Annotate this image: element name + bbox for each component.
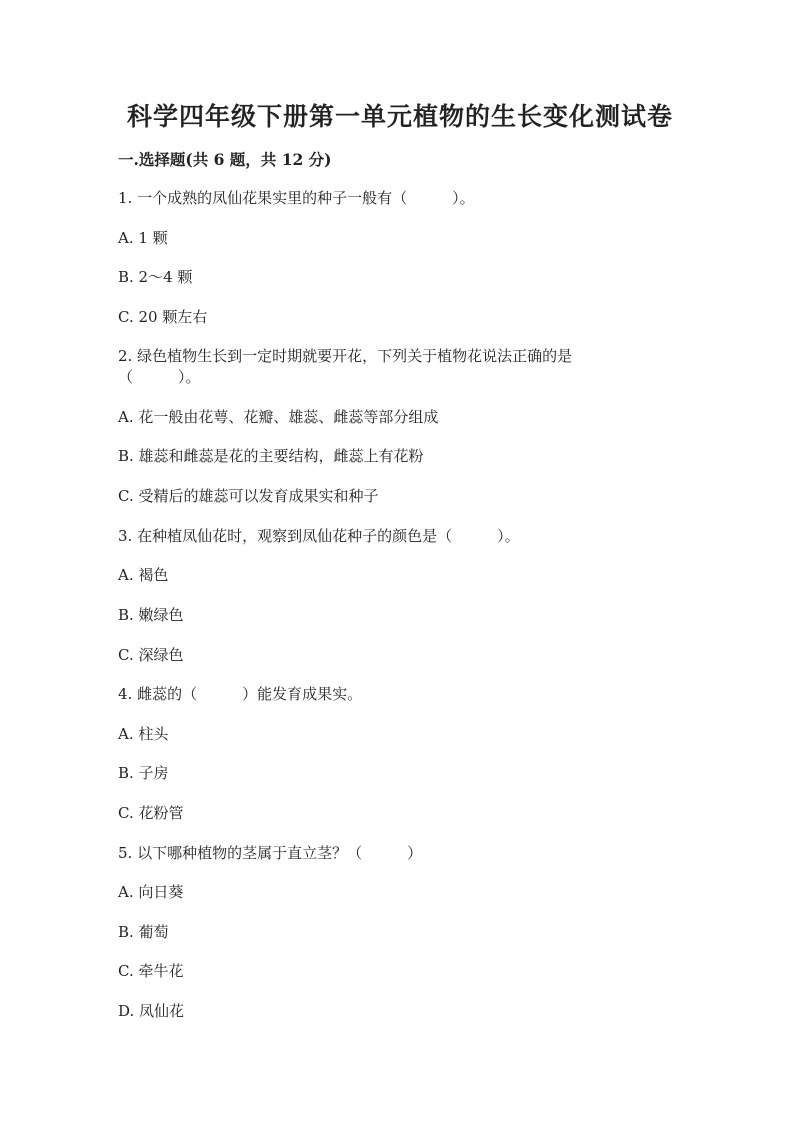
section-heading: 一.选择题(共 6 题，共 12 分) (118, 150, 332, 169)
question-2-stem-line-2: （ ）。 (118, 368, 201, 386)
question-1-option-c: C. 20 颗左右 (118, 308, 208, 326)
question-1-option-a: A. 1 颗 (118, 229, 168, 247)
question-4-option-c: C. 花粉管 (118, 804, 184, 822)
question-1-stem: 1. 一个成熟的凤仙花果实里的种子一般有（ ）。 (118, 189, 475, 207)
question-3-option-c: C. 深绿色 (118, 646, 184, 664)
question-5-option-d: D. 凤仙花 (118, 1002, 185, 1020)
question-3-stem: 3. 在种植凤仙花时，观察到凤仙花种子的颜色是（ ）。 (118, 527, 520, 545)
question-3-option-a: A. 褐色 (118, 566, 169, 584)
question-4-option-a: A. 柱头 (118, 725, 169, 743)
question-5-stem: 5. 以下哪种植物的茎属于直立茎？（ ） (118, 844, 423, 862)
question-4-stem: 4. 雌蕊的（ ）能发育成果实。 (118, 685, 363, 703)
question-4-option-b: B. 子房 (118, 764, 169, 782)
question-3-option-b: B. 嫩绿色 (118, 606, 184, 624)
question-5-option-b: B. 葡萄 (118, 923, 169, 941)
question-2-option-b: B. 雄蕊和雌蕊是花的主要结构，雌蕊上有花粉 (118, 447, 424, 465)
question-2-stem-line-1: 2. 绿色植物生长到一定时期就要开花，下列关于植物花说法正确的是 (118, 347, 573, 365)
question-2-option-c: C. 受精后的雄蕊可以发育成果实和种子 (118, 487, 379, 505)
question-5-option-a: A. 向日葵 (118, 883, 184, 901)
question-1-option-b: B. 2～4 颗 (118, 268, 193, 286)
question-2-option-a: A. 花一般由花萼、花瓣、雄蕊、雌蕊等部分组成 (118, 408, 439, 426)
question-5-option-c: C. 牵牛花 (118, 962, 184, 980)
exam-title: 科学四年级下册第一单元植物的生长变化测试卷 (126, 102, 673, 131)
